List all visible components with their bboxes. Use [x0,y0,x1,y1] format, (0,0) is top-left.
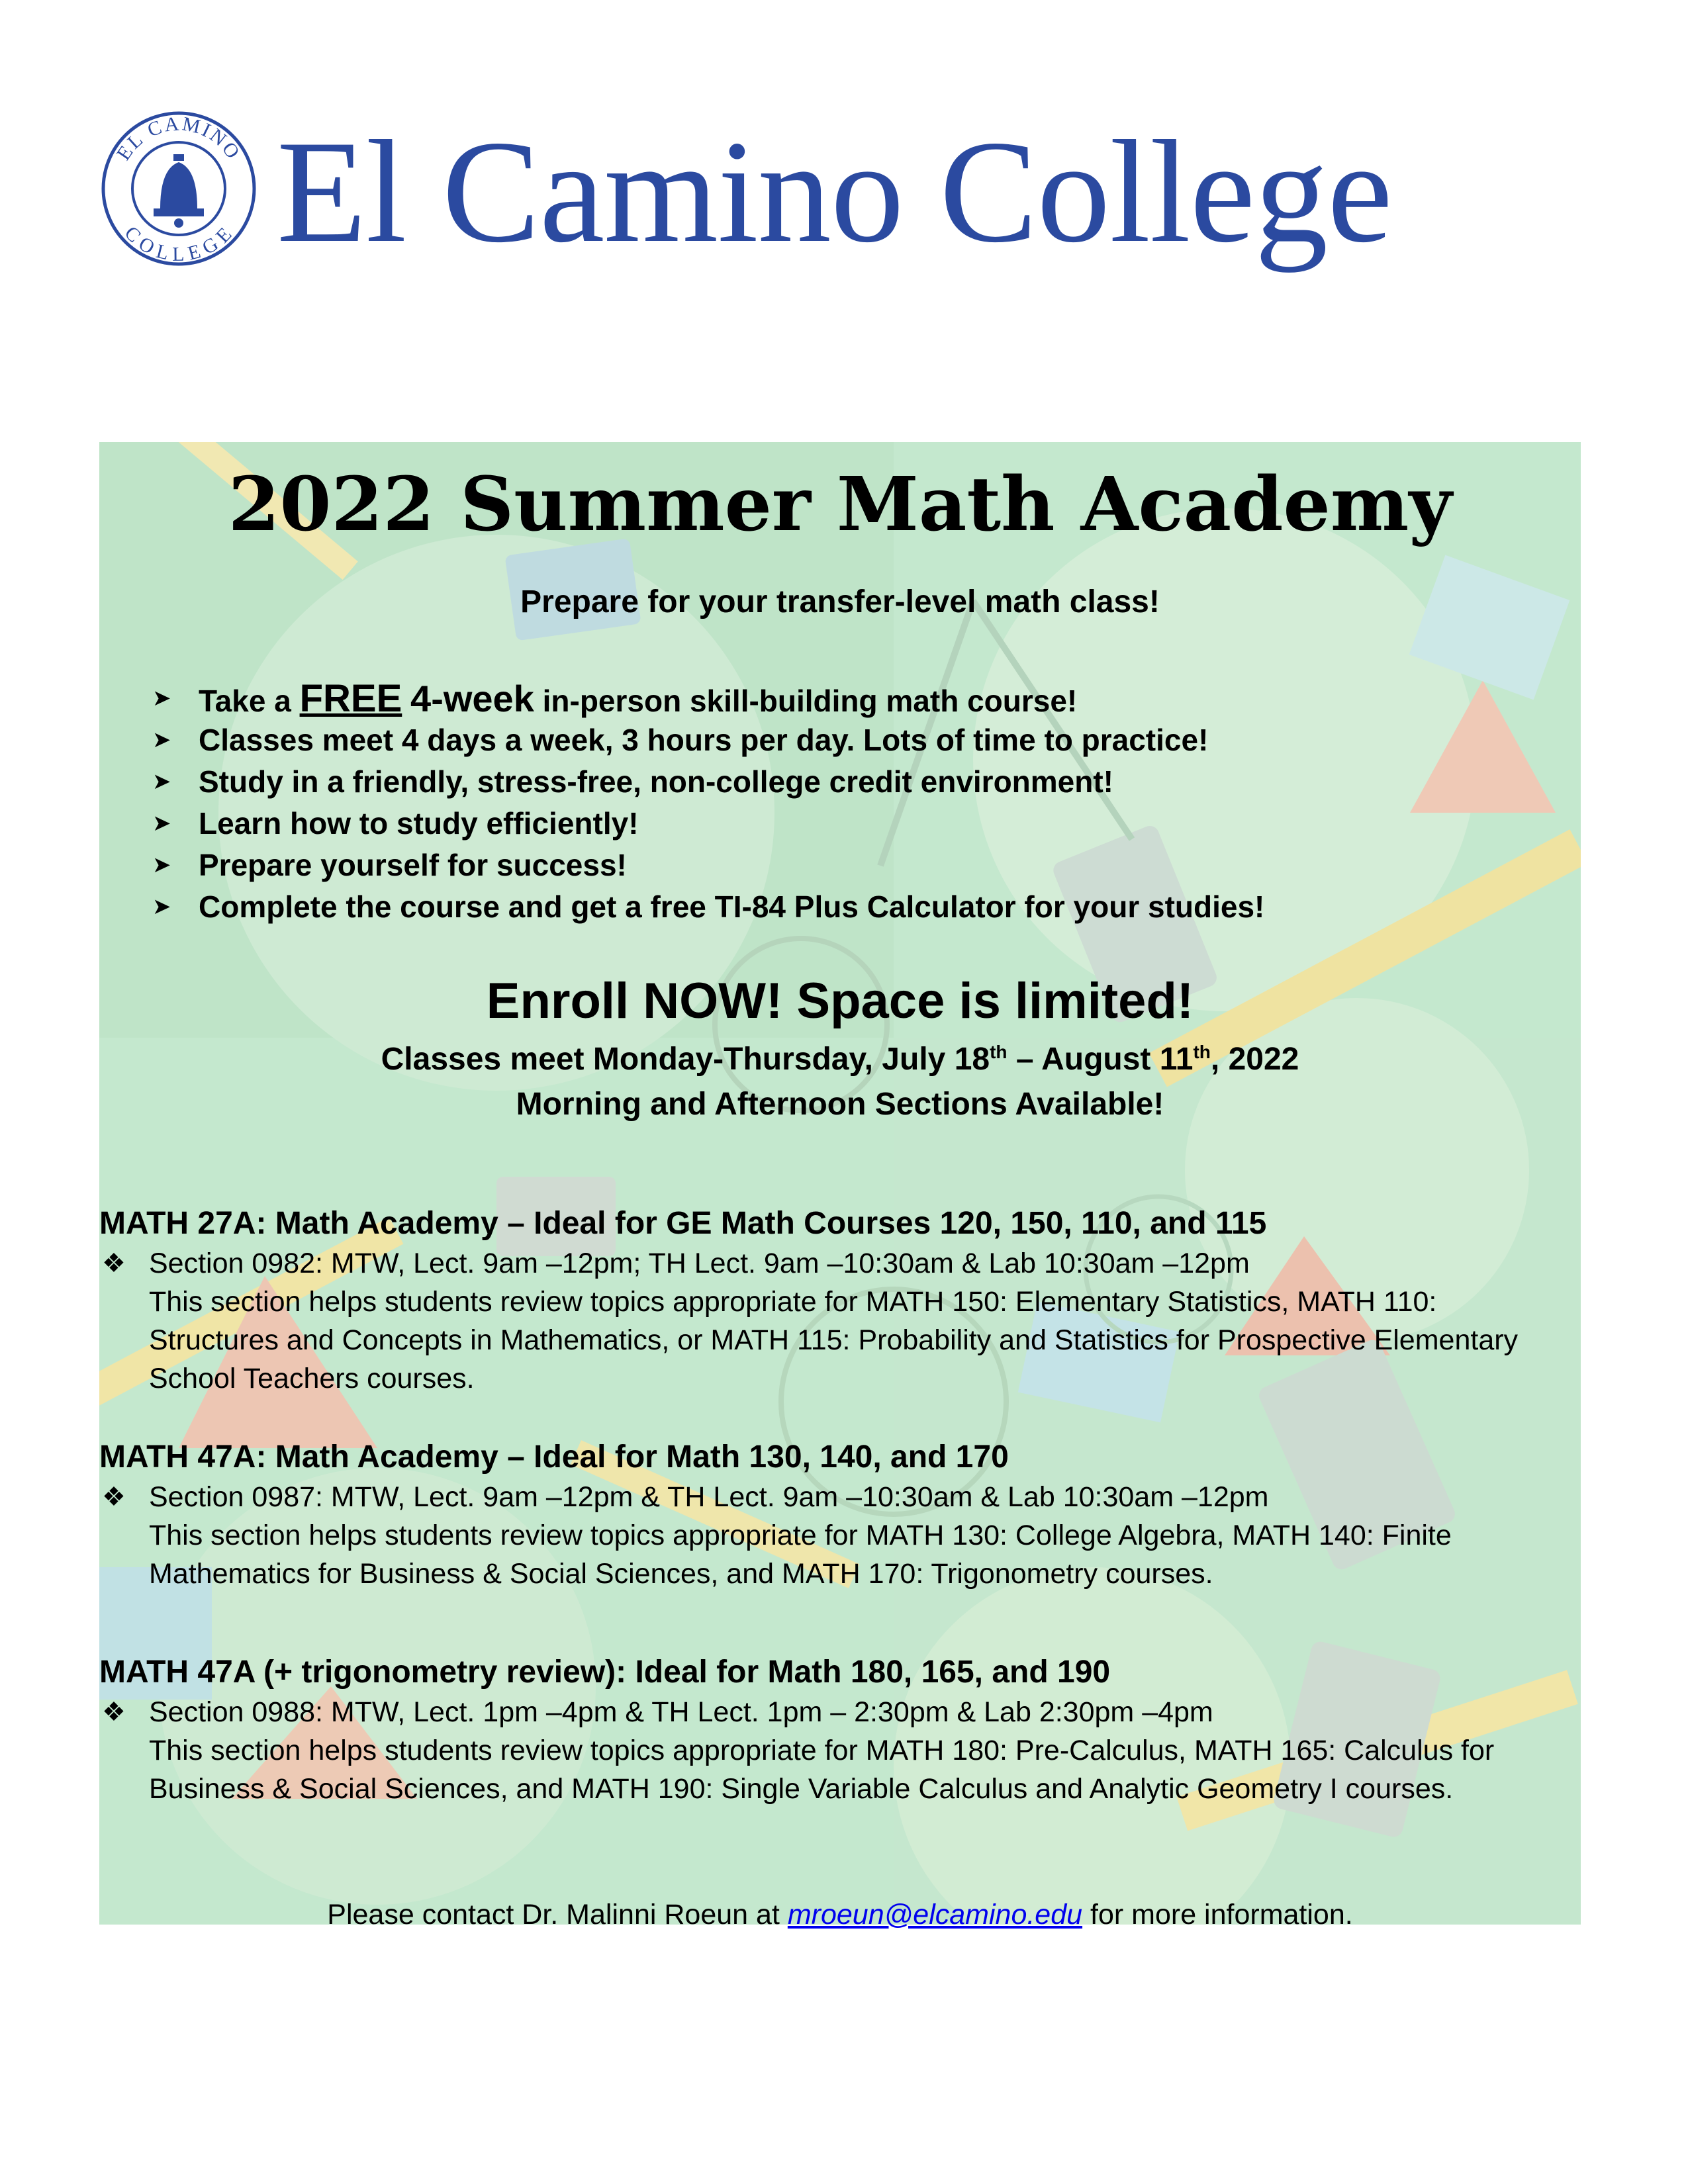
course-heading: MATH 27A: Math Academy – Ideal for GE Math Courses 120, 150, 110, and 115 [99,1206,1267,1241]
contact-line [99,1896,1581,1933]
course-section [99,1244,1581,1398]
course-block [99,1437,1581,1593]
benefit-item [152,886,1556,928]
section-description: This section helps students review topics appropriate for MATH 180: Pre-Calculus, MATH 165: Calculus for Business & Social Sciences, and MATH 190: Single Variable Calculus and Analytic Geometry I courses. [149,1735,1495,1805]
dates-text: – August 11 [1007,1042,1194,1077]
benefit-text: Classes meet 4 days a week, 3 hours per day. Lots of time to practice! [199,723,1209,757]
sections-available: Morning and Afternoon Sections Available! [516,1087,1164,1122]
course-heading: MATH 47A: Math Academy – Ideal for Math 130, 140, and 170 [99,1439,1009,1475]
course-heading: MATH 47A (+ trigonometry review): Ideal for Math 180, 165, and 190 [99,1655,1111,1690]
dates-text: , 2022 [1210,1042,1299,1077]
email-link[interactable]: mroeun@elcamino.edu [787,1899,1083,1931]
enroll-heading: Enroll NOW! Space is limited! [486,973,1194,1029]
benefit-text-post: in-person skill-building math course! [534,684,1078,718]
benefit-item [152,844,1556,886]
benefit-text-mid [402,684,410,718]
benefit-text-pre: Take a [199,684,300,718]
diamond-bullet-icon: ❖ [102,1482,126,1512]
contact-text-pre: Please contact Dr. Malinni Roeun at [327,1899,788,1931]
svg-text:COLLEGE: COLLEGE [120,222,238,265]
arrow-bullet-icon: ➤ [152,727,171,752]
arrow-bullet-icon: ➤ [152,686,171,711]
flyer-subtitle: Prepare for your transfer-level math class! [520,584,1160,619]
college-name: El Camino College [277,111,1392,273]
benefit-text: Prepare yourself for success! [199,848,627,882]
dates-sup: th [990,1042,1008,1062]
benefit-item [152,761,1556,803]
arrow-bullet-icon: ➤ [152,852,171,878]
flyer-title: 2022 Summer Math Academy [228,461,1452,548]
contact-text-post: for more information. [1082,1899,1353,1931]
flyer-content [99,442,1581,1925]
arrow-bullet-icon: ➤ [152,811,171,836]
arrow-bullet-icon: ➤ [152,769,171,794]
section-times: Section 0988: MTW, Lect. 1pm –4pm & TH Lect. 1pm – 2:30pm & Lab 2:30pm –4pm [149,1696,1213,1728]
course-section [99,1478,1581,1593]
class-dates [99,1038,1581,1081]
benefit-text: Complete the course and get a free TI-84 Plus Calculator for your studies! [199,889,1265,924]
flyer-panel [99,442,1581,1925]
section-description: This section helps students review topics appropriate for MATH 130: College Algebra, MATH 140: Finite Mathematics for Business & Social Sciences, and MATH 170: Trigonometry courses. [149,1520,1452,1590]
dates-sup: th [1193,1042,1211,1062]
course-block [99,1203,1581,1398]
course-section [99,1693,1581,1808]
dates-text: Classes meet Monday-Thursday, July 18 [381,1042,990,1077]
benefit-free: FREE [299,677,402,720]
section-times: Section 0987: MTW, Lect. 9am –12pm & TH Lect. 9am –10:30am & Lab 10:30am –12pm [149,1481,1269,1513]
benefit-text: Learn how to study efficiently! [199,806,639,841]
college-seal-icon [99,109,258,268]
diamond-bullet-icon: ❖ [102,1698,126,1727]
section-times: Section 0982: MTW, Lect. 9am –12pm; TH Lect. 9am –10:30am & Lab 10:30am –12pm [149,1248,1250,1279]
diamond-bullet-icon: ❖ [102,1249,126,1278]
benefit-item [152,803,1556,844]
section-description: This section helps students review topics appropriate for MATH 150: Elementary Statistics, MATH 110: Structures and Concepts in Mathematics, or MATH 115: Probability and Statistics for Prospective Elementary School Teachers courses. [149,1286,1519,1394]
benefit-item [152,678,1556,719]
arrow-bullet-icon: ➤ [152,894,171,919]
svg-text:EL CAMINO: EL CAMINO [112,113,245,165]
benefit-item [152,719,1556,761]
course-block [99,1652,1581,1808]
benefit-text: Study in a friendly, stress-free, non-college credit environment! [199,764,1113,799]
header [99,106,1595,298]
benefit-4-week: 4-week [410,678,534,719]
benefits-list [152,678,1556,928]
